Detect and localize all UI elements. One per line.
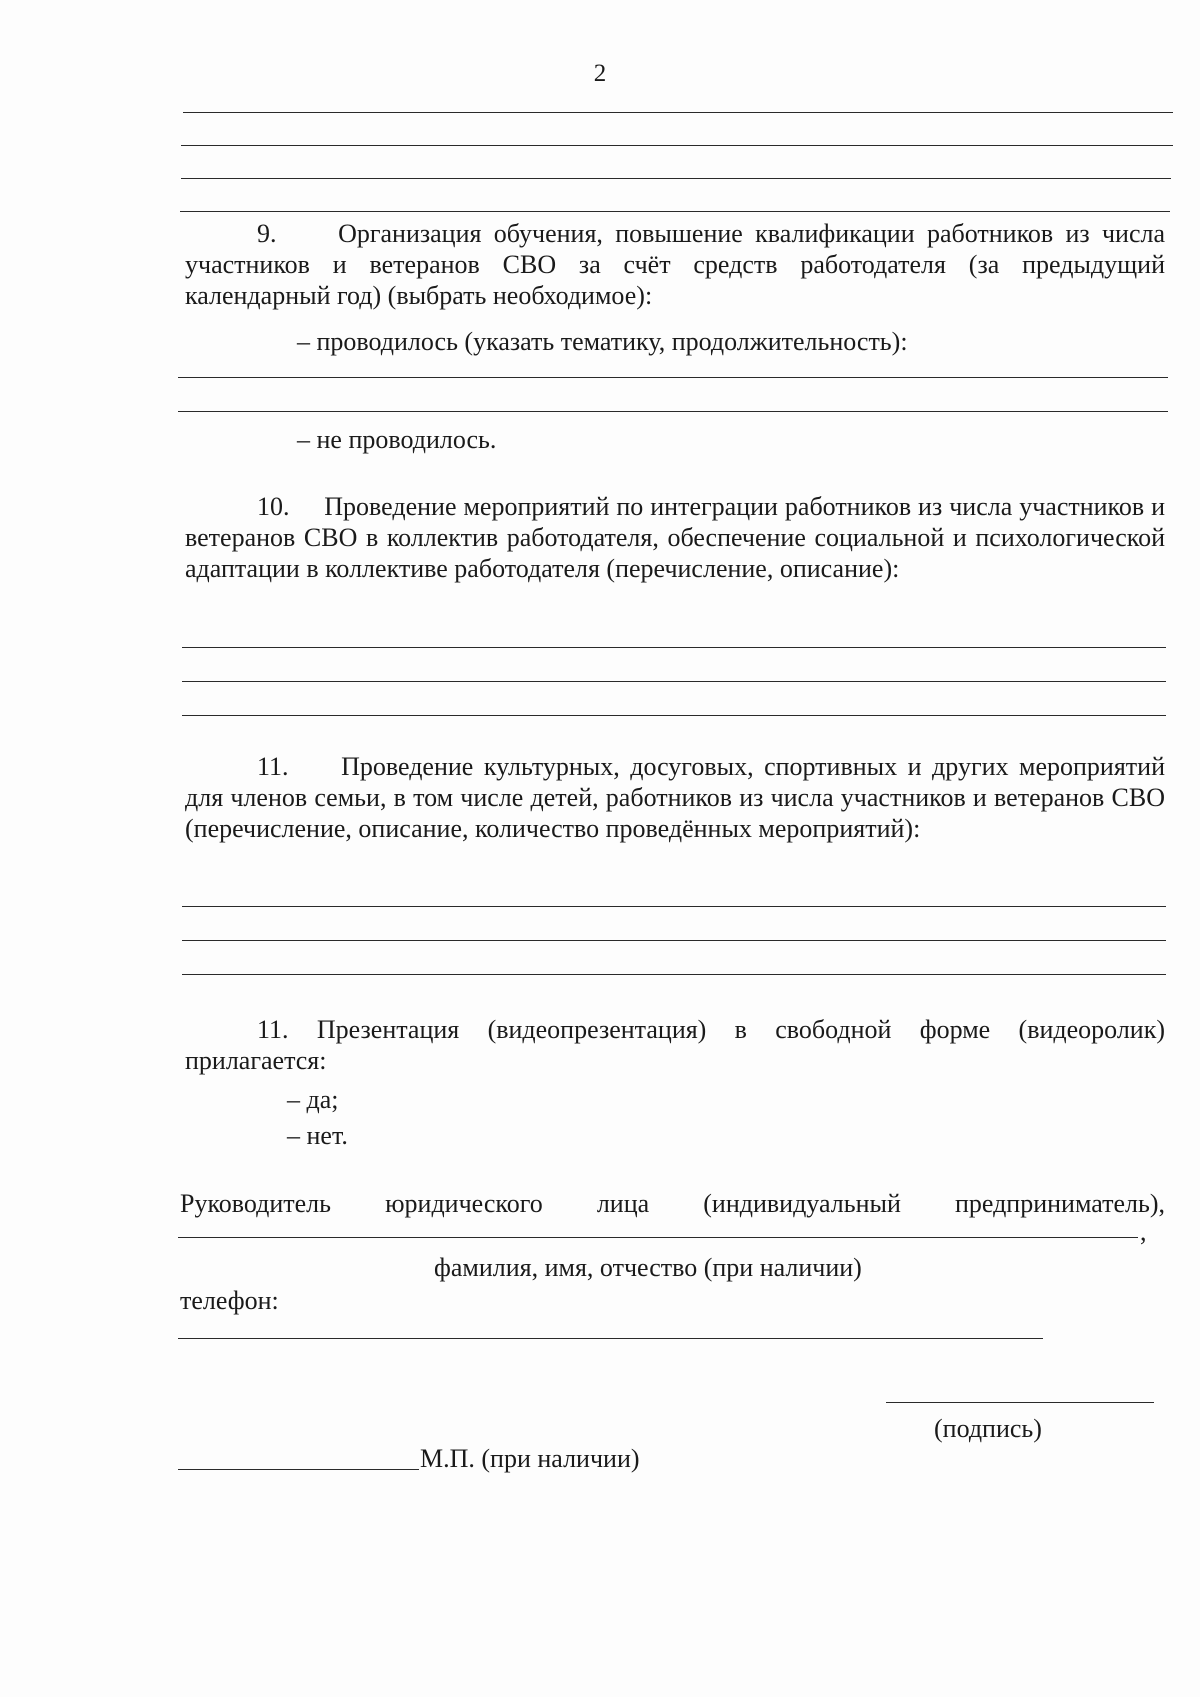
section-10 [185,491,1165,584]
blank-line [181,145,1173,146]
blank-line [182,681,1166,682]
page-number: 2 [593,60,607,87]
phone-line [178,1338,1043,1339]
blank-line [182,647,1166,648]
section-10-number: 10. [257,492,290,521]
blank-line [178,377,1168,378]
section-9 [185,218,1165,311]
head-label: Руководитель юридического лица (индивидуальный предприниматель), [180,1189,1165,1218]
section-11-presentation-number: 11. [257,1015,289,1044]
presentation-option-yes: – да; [287,1085,339,1114]
section-11-number: 11. [257,752,289,781]
phone-label: телефон: [180,1286,279,1315]
section-9-option-yes: – проводилось (указать тематику, продолжительность): [297,327,908,356]
signature-caption: (подпись) [934,1414,1042,1443]
section-9-number: 9. [257,219,277,248]
fio-comma: , [1140,1217,1147,1246]
section-11-text: Проведение культурных, досуговых, спортивных и других мероприятий для членов семьи, в том числе детей, работников из числа участников и ветеранов СВО (перечисление, описание, количество проведённых мероприятий): [185,752,1165,843]
blank-line [178,411,1168,412]
stamp-caption: М.П. (при наличии) [420,1444,640,1473]
section-11-presentation [185,1014,1165,1076]
blank-line [180,211,1170,212]
blank-line [183,112,1173,113]
signature-line [886,1402,1154,1403]
presentation-option-no: – нет. [287,1121,348,1150]
fio-line [178,1237,1138,1238]
blank-line [181,178,1171,179]
section-9-text: Организация обучения, повышение квалификации работников из числа участников и ветеранов СВО за счёт средств работодателя (за предыдущий календарный год) (выбрать необходимое): [185,219,1166,310]
stamp-line [178,1469,419,1470]
blank-line [182,974,1166,975]
section-9-option-no: – не проводилось. [297,425,497,454]
section-11-presentation-text: Презентация (видеопрезентация) в свободной форме (видеоролик) прилагается: [185,1015,1165,1075]
section-10-text: Проведение мероприятий по интеграции работников из числа участников и ветеранов СВО в коллектив работодателя, обеспечение социальной и психологической адаптации в коллективе работодателя (перечисление, описание): [185,492,1166,583]
section-11 [185,751,1165,844]
blank-line [182,940,1166,941]
blank-line [182,906,1166,907]
blank-line [182,715,1166,716]
fio-caption: фамилия, имя, отчество (при наличии) [434,1253,862,1282]
